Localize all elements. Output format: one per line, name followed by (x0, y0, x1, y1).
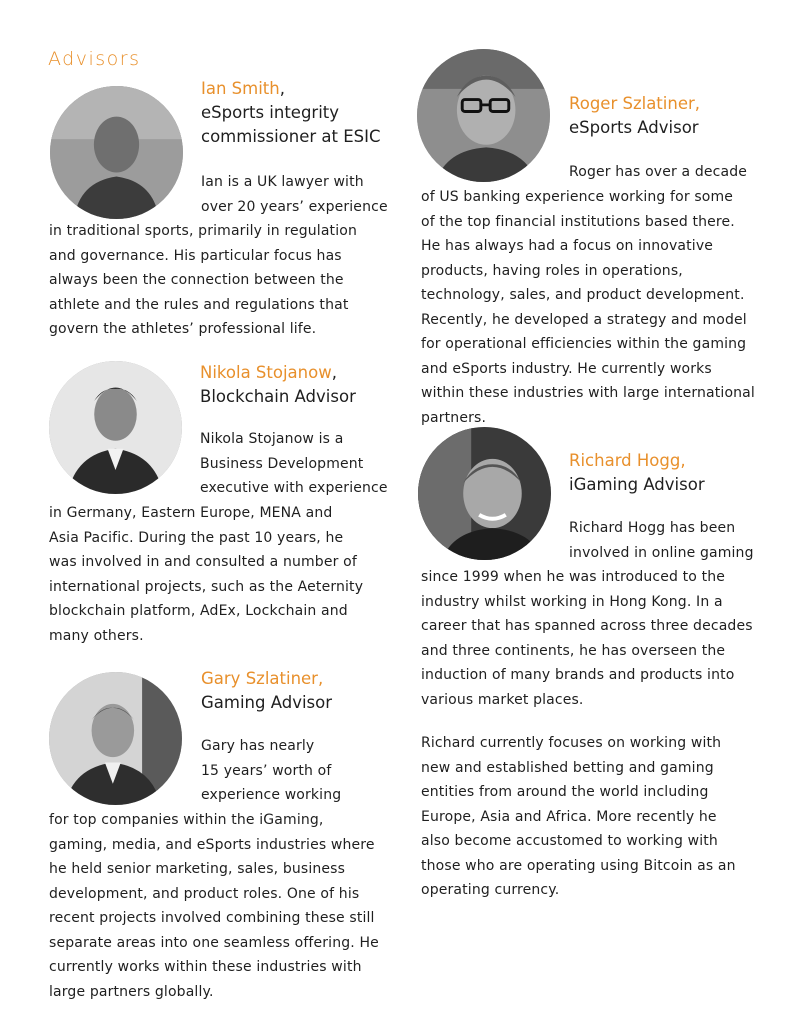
bio-line: within these industries with large international (421, 385, 755, 401)
advisor-bio-nikola-stojanow (49, 501, 363, 648)
bio-line: Nikola Stojanow is a (200, 431, 344, 447)
bio-line: Ian is a UK lawyer with (201, 174, 364, 190)
bio-line: gaming, media, and eSports industries where (49, 836, 375, 853)
bio-line: various market places. (421, 691, 584, 708)
advisor-heading-nikola-stojanow (200, 361, 356, 409)
advisor-name: Ian Smith (201, 79, 280, 98)
advisor-name: Roger Szlatiner, (569, 94, 700, 113)
bio-line: athlete and the rules and regulations that (49, 296, 349, 313)
advisor-bio-ian-smith-intro (201, 170, 388, 219)
bio-line: partners. (421, 409, 487, 426)
advisor-photo-richard-hogg (418, 427, 551, 560)
bio-line: large partners globally. (49, 983, 214, 1000)
advisor-name: Nikola Stojanow (200, 363, 332, 382)
bio-line: blockchain platform, AdEx, Lockchain and (49, 603, 348, 619)
advisor-bio-ian-smith (49, 219, 357, 342)
bio-line: He has always had a focus on innovative (421, 238, 714, 254)
bio-line: Richard currently focuses on working with (421, 735, 722, 751)
bio-line: experience working (201, 787, 342, 803)
advisor-name: Gary Szlatiner, (201, 669, 324, 688)
advisor-photo-roger-szlatiner (417, 49, 550, 182)
advisor-bio-gary-szlatiner-intro (201, 734, 341, 808)
name-suffix: , (331, 363, 337, 382)
advisor-name: Richard Hogg, (569, 451, 686, 470)
bio-line: induction of many brands and products into (421, 667, 735, 683)
bio-line: in Germany, Eastern Europe, MENA and (49, 505, 333, 521)
bio-line: new and established betting and gaming (421, 759, 714, 776)
bio-line: and governance. His particular focus has (49, 247, 342, 264)
bio-line: many others. (49, 627, 144, 644)
advisor-bio-gary-szlatiner (49, 808, 379, 1004)
advisor-role: iGaming Advisor (569, 475, 705, 494)
bio-line: separate areas into one seamless offering. He (49, 934, 379, 951)
bio-line: since 1999 when he was introduced to the (421, 569, 726, 585)
advisor-role: eSports Advisor (569, 118, 699, 137)
bio-line: operating currency. (421, 882, 560, 898)
advisor-role: Blockchain Advisor (200, 387, 356, 406)
advisor-heading-ian-smith (201, 77, 381, 149)
bio-line: development, and product roles. One of his (49, 885, 360, 902)
advisor-bio-roger-szlatiner-intro (569, 160, 747, 185)
advisor-photo-ian-smith (50, 86, 183, 219)
advisor-heading-gary-szlatiner (201, 667, 332, 715)
bio-line: involved in online gaming (569, 544, 754, 561)
advisor-photo-gary-szlatiner (49, 672, 182, 805)
bio-line: for operational efficiencies within the gaming (421, 336, 747, 352)
name-suffix: , (279, 79, 285, 98)
bio-line: always been the connection between the (49, 272, 344, 288)
bio-line: recent projects involved combining these still (49, 910, 375, 926)
bio-line: of US banking experience working for some (421, 189, 734, 205)
bio-line: Richard Hogg has been (569, 520, 736, 536)
bio-line: executive with experience (200, 480, 388, 496)
advisor-role: Gaming Advisor (201, 693, 333, 712)
bio-line: govern the athletes’ professional life. (49, 321, 317, 337)
advisor-bio-roger-szlatiner (421, 185, 755, 430)
advisor-role: eSports integrity (201, 103, 340, 122)
bio-line: currently works within these industries with (49, 959, 362, 975)
bio-line: Recently, he developed a strategy and model (421, 311, 747, 328)
bio-line: entities from around the world including (421, 784, 709, 800)
bio-line: Europe, Asia and Africa. More recently he (421, 808, 717, 825)
bio-line: Asia Pacific. During the past 10 years, he (49, 529, 344, 546)
advisor-bio-richard-hogg-intro (569, 516, 754, 565)
bio-line: industry whilst working in Hong Kong. In a (421, 593, 723, 610)
bio-line: he held senior marketing, sales, business (49, 861, 346, 877)
advisor-role: commissioner at ESIC (201, 127, 381, 146)
advisor-bio-richard-hogg-second (421, 731, 736, 903)
advisor-heading-roger-szlatiner (569, 92, 700, 140)
bio-line: products, having roles in operations, (421, 262, 683, 279)
bio-line: technology, sales, and product development. (421, 287, 745, 303)
bio-line: and three continents, he has overseen the (421, 642, 726, 659)
bio-line: also become accustomed to working with (421, 833, 718, 849)
bio-line: for top companies within the iGaming, (49, 812, 324, 828)
advisor-bio-richard-hogg (421, 565, 753, 712)
bio-line: those who are operating using Bitcoin as an (421, 857, 736, 874)
bio-line: international projects, such as the Aeternity (49, 578, 364, 595)
section-title: Advisors (48, 48, 141, 70)
bio-line: 15 years’ worth of (201, 762, 332, 779)
advisor-bio-nikola-stojanow-intro (200, 427, 388, 501)
advisor-photo-nikola-stojanow (49, 361, 182, 494)
bio-line: over 20 years’ experience (201, 198, 388, 215)
bio-line: was involved in and consulted a number of (49, 554, 357, 570)
bio-line: of the top financial institutions based there. (421, 213, 735, 230)
bio-line: career that has spanned across three decades (421, 618, 753, 634)
bio-line: Gary has nearly (201, 738, 315, 754)
bio-line: Roger has over a decade (569, 164, 747, 180)
bio-line: in traditional sports, primarily in regulation (49, 223, 357, 239)
bio-line: and eSports industry. He currently works (421, 360, 712, 377)
advisor-heading-richard-hogg (569, 449, 705, 497)
bio-line: Business Development (200, 455, 364, 472)
